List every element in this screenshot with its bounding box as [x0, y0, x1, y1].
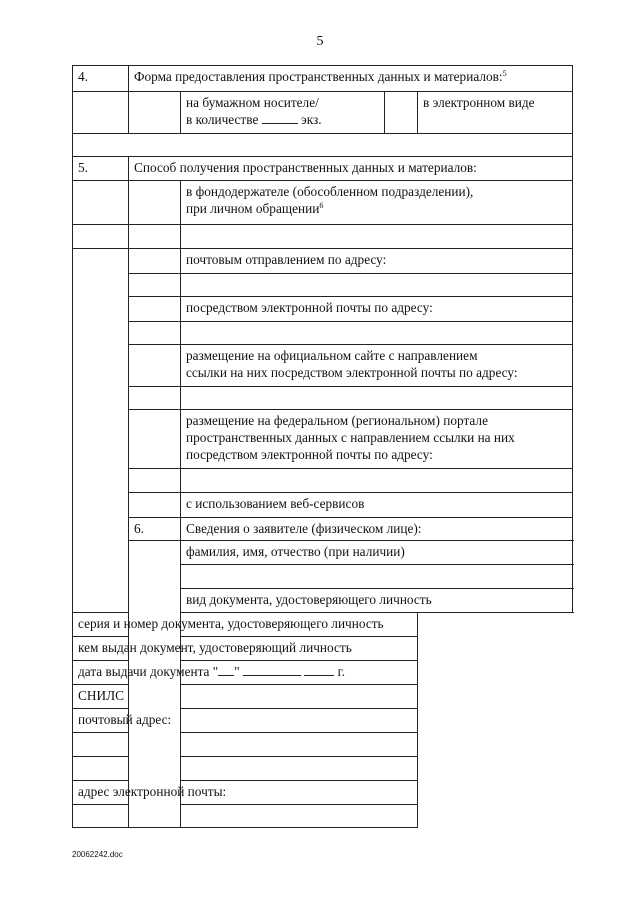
portal-email-field[interactable] [181, 469, 573, 493]
email-address-field[interactable] [181, 322, 573, 345]
section-4-header-row [73, 66, 573, 92]
issue-year-field[interactable] [304, 664, 334, 676]
issue-date-row [73, 661, 573, 685]
option-postal-row [73, 249, 573, 274]
option-web-services-row [73, 493, 573, 518]
website-checkbox-cell[interactable] [129, 345, 181, 387]
applicant-postal-field-2[interactable] [73, 757, 418, 781]
spacer-row [73, 134, 573, 157]
applicant-postal-value-row-2 [73, 757, 573, 781]
section-4-title: Форма предоставления пространственных данных и материалов:$^5$ [129, 66, 573, 92]
applicant-postal-field[interactable] [73, 733, 418, 757]
section-4-number: 4. [73, 66, 129, 92]
paper-option-label: на бумажном носителе/ в количестве экз. [181, 92, 385, 134]
applicant-email-label: адрес электронной почты: [73, 781, 418, 805]
section-6-number: 6. [129, 518, 181, 541]
postal-address-field[interactable] [181, 274, 573, 297]
full-name-field[interactable] [181, 565, 573, 589]
empty-row [73, 225, 573, 249]
option-personal-visit-row [73, 181, 573, 225]
applicant-email-value-row [73, 805, 573, 828]
option-email-row [73, 297, 573, 322]
section-5-header-row [73, 157, 573, 181]
email-label-row [73, 781, 573, 805]
document-code: 20062242.doc [72, 850, 123, 859]
issued-by-label: кем выдан документ, удостоверяющий личность [73, 637, 418, 661]
issue-date-label: дата выдачи документа " " г. [73, 661, 418, 685]
footnote-6: 6 [319, 201, 324, 210]
option-website-row [73, 345, 573, 387]
postal-address-row [73, 274, 573, 297]
applicant-email-field[interactable] [73, 805, 418, 828]
section-6-header-row [73, 518, 573, 541]
doc-series-label: серия и номер документа, удостоверяющего личность [73, 613, 418, 637]
electronic-checkbox-cell[interactable] [385, 92, 418, 134]
portal-checkbox-cell[interactable] [129, 410, 181, 469]
option-portal-row [73, 410, 573, 469]
web-services-checkbox-cell[interactable] [129, 493, 181, 518]
paper-checkbox-cell[interactable] [129, 92, 181, 134]
doc-type-label: вид документа, удостоверяющего личность [181, 589, 573, 613]
footnote-5: 5 [502, 69, 507, 78]
issue-month-field[interactable] [243, 664, 301, 676]
postal-label: почтовым отправлением по адресу: [181, 249, 573, 274]
website-email-row [73, 387, 573, 410]
application-form-table [72, 65, 573, 828]
section-6-title: Сведения о заявителе (физическом лице): [181, 518, 573, 541]
website-email-field[interactable] [181, 387, 573, 410]
email-checkbox-cell[interactable] [129, 297, 181, 322]
section-5-title: Способ получения пространственных данных и материалов: [129, 157, 573, 181]
personal-visit-checkbox-cell[interactable] [129, 181, 181, 225]
postal-address-label-row [73, 709, 573, 733]
web-services-label: с использованием веб-сервисов [181, 493, 573, 518]
portal-label: размещение на федеральном (региональном) портале пространственных данных с направлением ссылки на них посредством электронной почты по адресу: [181, 410, 573, 469]
section-5-number: 5. [73, 157, 129, 181]
electronic-option-label: в электронном виде [418, 92, 573, 134]
email-address-row [73, 322, 573, 345]
doc-series-row [73, 613, 573, 637]
snils-label: СНИЛС [73, 685, 418, 709]
full-name-label-row [73, 541, 573, 565]
snils-row [73, 685, 573, 709]
applicant-postal-label: почтовый адрес: [73, 709, 418, 733]
postal-checkbox-cell[interactable] [129, 249, 181, 274]
personal-visit-label: в фондодержателе (обособленном подразделении), при личном обращении$^6$ [181, 181, 573, 225]
full-name-label: фамилия, имя, отчество (при наличии) [181, 541, 573, 565]
page-number: 5 [316, 34, 324, 49]
issued-by-row [73, 637, 573, 661]
portal-email-row [73, 469, 573, 493]
website-label: размещение на официальном сайте с направлением ссылки на них посредством электронной почты по адресу: [181, 345, 573, 387]
email-label: посредством электронной почты по адресу: [181, 297, 573, 322]
copies-count-field[interactable] [262, 112, 298, 124]
applicant-postal-value-row [73, 733, 573, 757]
section-4-options-row [73, 92, 573, 134]
issue-day-field[interactable] [218, 664, 234, 676]
